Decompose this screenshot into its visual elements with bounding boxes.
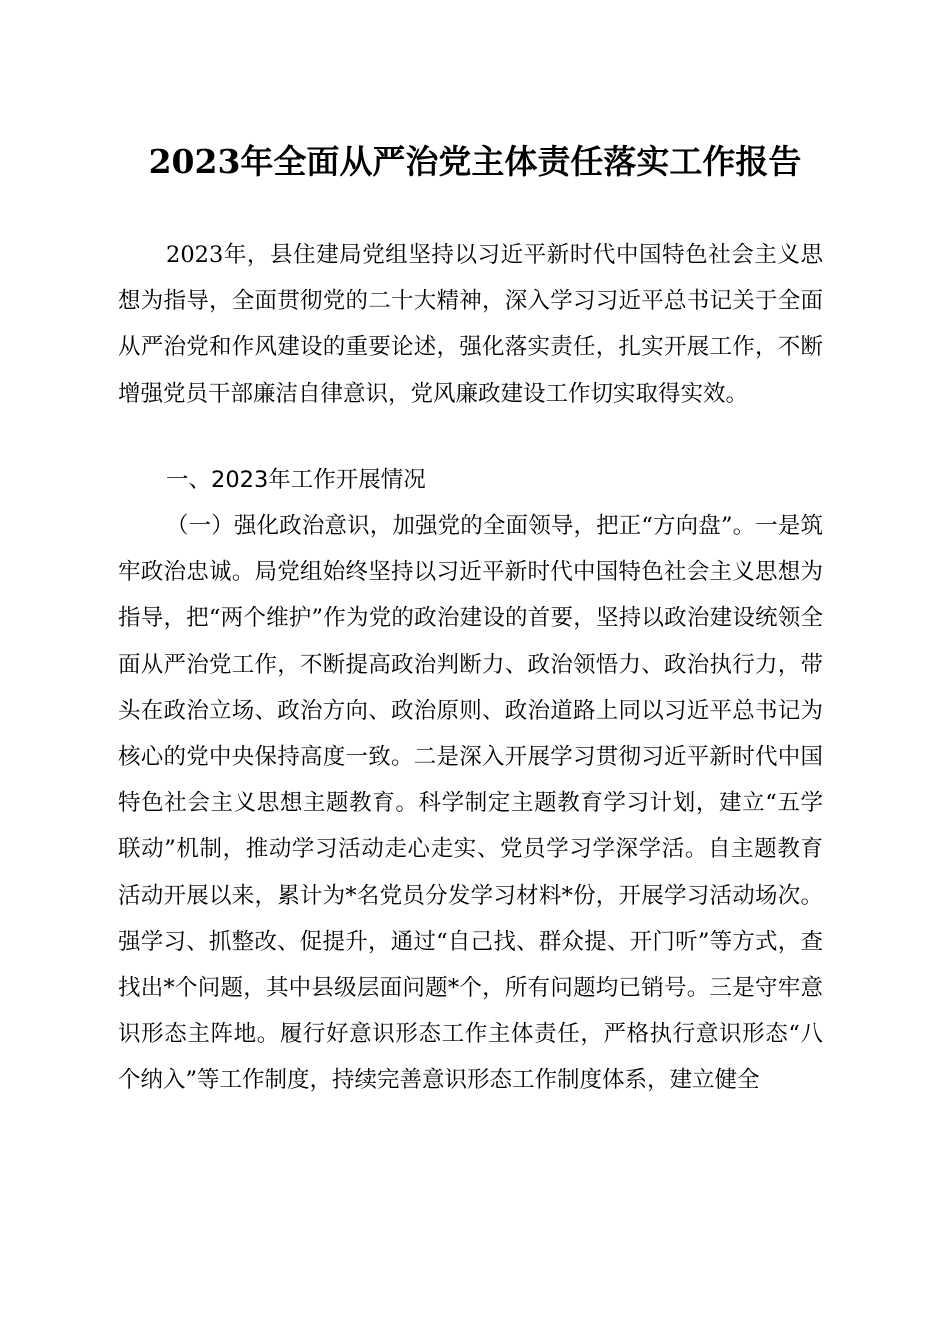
section-heading: 一、2023年工作开展情况 (166, 467, 426, 493)
section-paragraph: （一）强化政治意识，加强党的全面领导，把正“方向盘”。一是筑牢政治忠诚。局党组始终坚持以习近平新时代中国特色社会主义思想为指导，把“两个维护”作为党的政治建设的首要，坚持以政治建设统领全面从严治党工作，不断提高政治判断力、政治领悟力、政治执行力，带头在政治立场、政治方向、政治原则、政治道路上同以习近平总书记为核心的党中央保持高度一致。二是深入开展学习贯彻习近平新时代中国特色社会主义思想主题教育。科学制定主题教育学习计划，建立“五学联动”机制，推动学习活动走心走实、党员学习学深学活。自主题教育活动开展以来，累计为*名党员分发学习材料*份，开展学习活动场次。强学习、抓整改、促提升，通过“自己找、群众提、开门听”等方式，查找出*个问题，其中县级层面问题*个，所有问题均已销号。三是守牢意识形态主阵地。履行好意识形态工作主体责任，严格执行意识形态“八个纳入”等工作制度，持续完善意识形态工作制度体系，建立健全 (118, 513, 823, 1094)
intro-paragraph: 2023年，县住建局党组坚持以习近平新时代中国特色社会主义思想为指导，全面贯彻党的二十大精神，深入学习习近平总书记关于全面从严治党和作风建设的重要论述，强化落实责任，扎实开展工作，不断增强党员干部廉洁自律意识，党风廉政建设工作切实取得实效。 (118, 242, 823, 407)
document-title: 2023年全面从严治党主体责任落实工作报告 (148, 142, 802, 181)
